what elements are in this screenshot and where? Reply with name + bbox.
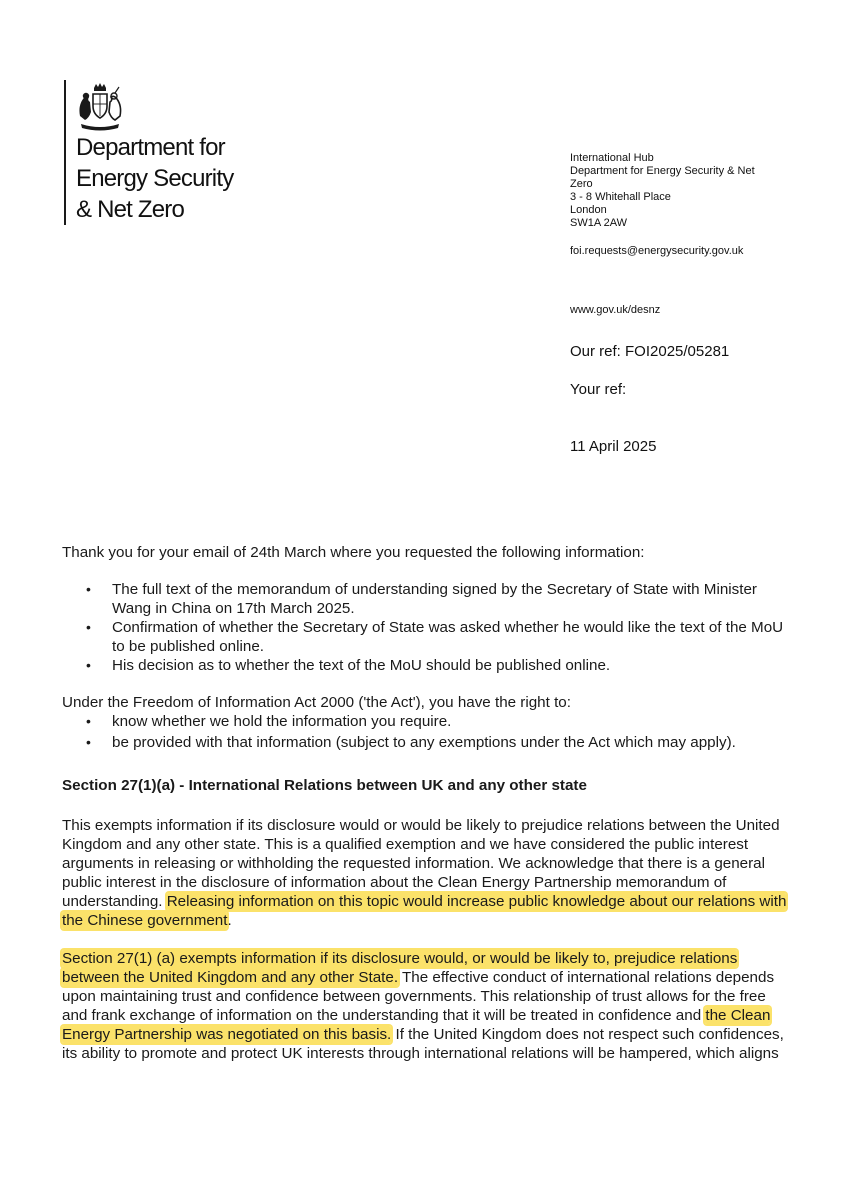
paragraph-text: This exempts information if its disclosure would or would be likely to prejudice relations between the United Kingdom and any other state. This is a qualified exemption and we have considered the public interest arguments in releasing or withholding the requested information. We acknowledge that there is a general public interest in the disclosure of information about the Clean Energy Partnership memorandum of understanding. (62, 817, 780, 910)
paragraph-text: If the United Kingdom does not respect such confidences, its ability to promote and protect UK interests through international relations will be hampered, which aligns (62, 1026, 784, 1062)
paragraph-text: . (227, 912, 232, 929)
your-reference: Your ref: (570, 381, 627, 398)
sender-address (570, 152, 800, 230)
rights-intro: Under the Freedom of Information Act 2000 ('the Act'), you have the right to: (62, 694, 571, 711)
department-name-line: & Net Zero (76, 196, 185, 223)
section-27-paragraph (62, 949, 792, 1063)
address-line: Zero (570, 178, 593, 190)
logo-rule (64, 80, 66, 225)
our-reference: Our ref: FOI2025/05281 (570, 343, 730, 360)
rights-item: • be provided with that information (subject to any exemptions under the Act which may apply). (62, 733, 792, 752)
letter-date: 11 April 2025 (570, 438, 657, 455)
contact-email: foi.requests@energysecurity.gov.uk (570, 245, 744, 257)
department-name-line: Energy Security (76, 165, 234, 192)
request-item: • Confirmation of whether the Secretary of State was asked whether he would like the text of the MoU to be published online. (62, 618, 792, 656)
address-line: Department for Energy Security & Net (570, 165, 755, 177)
rights-item: • know whether we hold the information you require. (62, 712, 792, 731)
website-url: www.gov.uk/desnz (570, 304, 661, 316)
letter-body (62, 543, 792, 1063)
section-heading: Section 27(1)(a) - International Relations between UK and any other state (62, 777, 587, 794)
request-list (62, 580, 792, 675)
exemption-paragraph (62, 816, 792, 930)
request-item: • The full text of the memorandum of understanding signed by the Secretary of State with Minister Wang in China on 17th March 2025. (62, 580, 792, 618)
highlighted-text: Section 27(1) (a) exempts information if its disclosure would, or would be likely to, prejudice relations between the United Kingdom and any other State. (62, 950, 738, 986)
royal-coat-of-arms-icon (72, 82, 128, 132)
rights-list (62, 712, 792, 752)
highlighted-text: the Clean Energy Partnership was negotiated on this basis. (62, 1007, 771, 1043)
department-logo (64, 80, 264, 230)
highlighted-text: Releasing information on this topic would increase public knowledge about our relations with the Chinese government (62, 893, 787, 929)
address-line: 3 - 8 Whitehall Place (570, 191, 671, 203)
address-line: International Hub (570, 152, 654, 164)
request-item: • His decision as to whether the text of the MoU should be published online. (62, 656, 792, 675)
paragraph-text: The effective conduct of international relations depends upon maintaining trust and confidence between governments. This relationship of trust allows for the free and frank exchange of information on the understanding that it will be treated in confidence and (62, 969, 775, 1024)
department-name-line: Department for (76, 134, 225, 161)
intro-paragraph: Thank you for your email of 24th March where you requested the following information: (62, 544, 645, 561)
address-line: SW1A 2AW (570, 217, 628, 229)
address-line: London (570, 204, 607, 216)
department-name (76, 132, 266, 225)
